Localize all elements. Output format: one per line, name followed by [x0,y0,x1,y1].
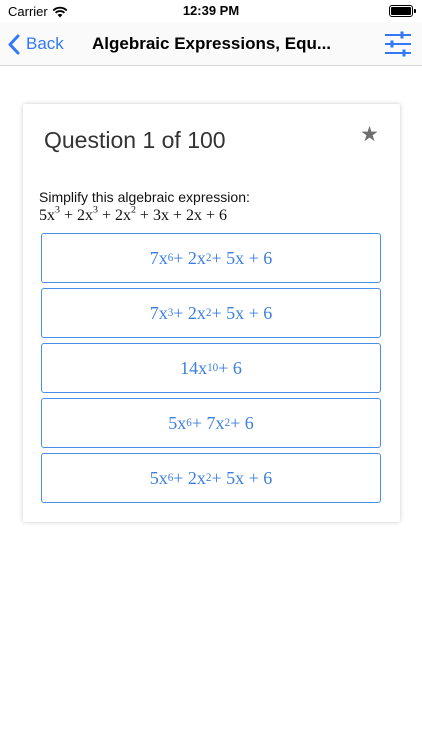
chevron-left-icon [8,34,20,55]
answer-option-4[interactable]: 5x 6 + 7x 2 + 6 [41,398,381,448]
page-title: Algebraic Expressions, Equ... [92,34,332,53]
answer-option-5[interactable]: 5x 6 + 2x 2 + 5x + 6 [41,453,381,503]
answer-option-1[interactable]: 7x 6 + 2x 2 + 5x + 6 [41,233,381,283]
battery-icon [389,5,413,17]
question-counter: Question 1 of 100 [44,127,226,153]
carrier-label: Carrier [8,4,48,19]
status-bar [0,0,422,22]
navigation-bar [0,22,422,66]
answer-options [41,233,381,508]
back-button[interactable] [8,30,64,58]
sliders-icon [384,31,412,57]
answer-option-3[interactable]: 14x 10 + 6 [41,343,381,393]
expression-term: + 3x + 2x + 6 [135,207,227,224]
expression-term: $5x^3$ [39,204,60,224]
filter-button[interactable] [384,31,412,57]
answer-option-2[interactable]: 7x 3 + 2x 2 + 5x + 6 [41,288,381,338]
status-time: 12:39 PM [182,3,240,18]
expression-term: + $2x^2$ [97,204,136,224]
expression-term: + $2x^3$ [59,204,98,224]
question-prompt: Simplify this algebraic expression: [39,189,250,205]
question-card [23,104,400,522]
question-expression [39,204,227,225]
back-label: Back [26,34,64,53]
star-icon[interactable]: ★ [360,123,379,146]
